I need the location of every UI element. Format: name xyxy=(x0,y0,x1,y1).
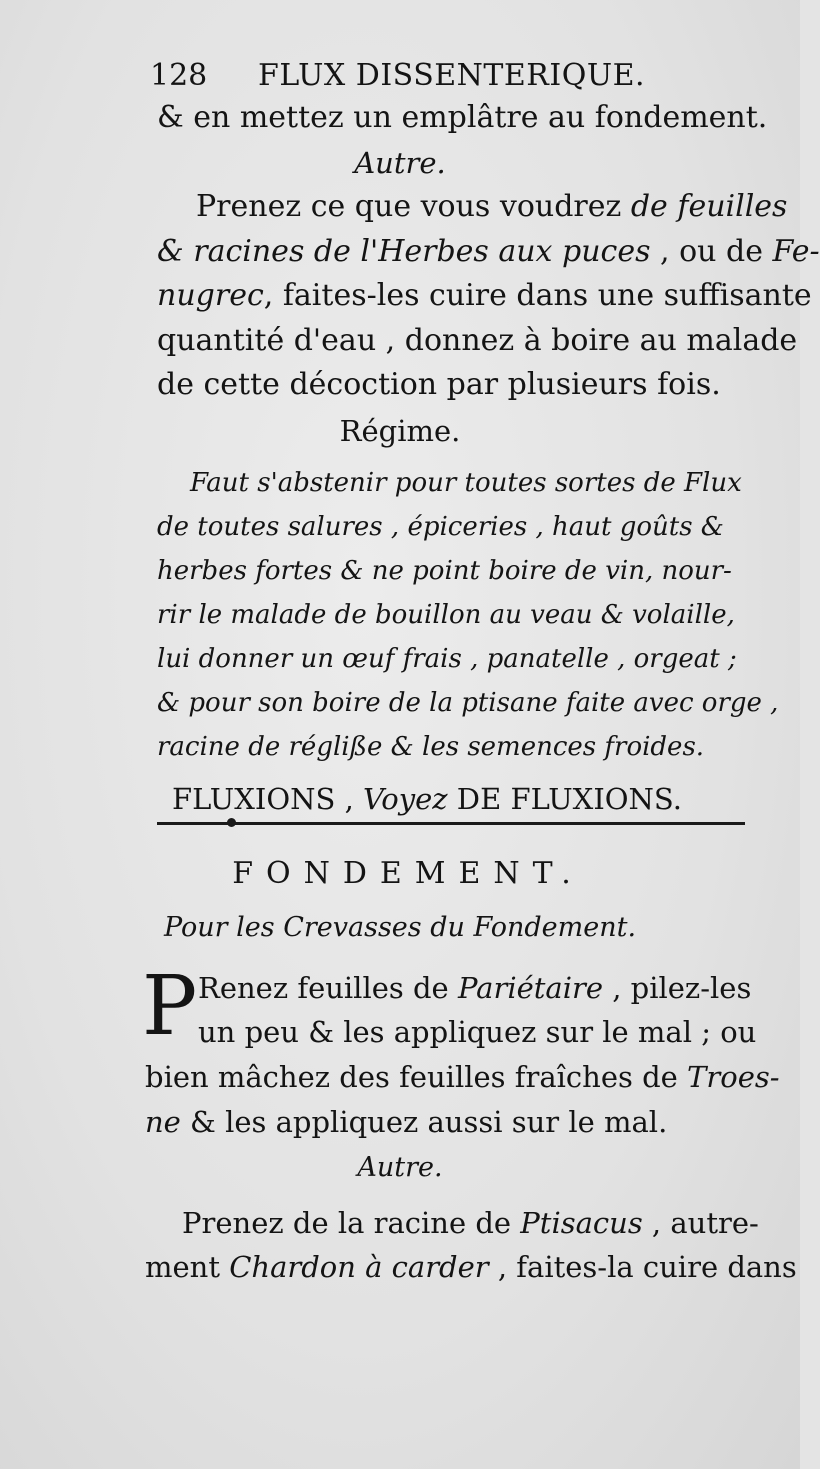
text-italic: Chardon à carder xyxy=(229,1250,489,1284)
text-roman: , faites-la cuire dans xyxy=(488,1250,797,1284)
regime-line: & pour son boire de la ptisane faite avec orge , xyxy=(157,688,779,718)
text-roman: DE FLUXIONS. xyxy=(447,782,682,816)
paragraph-line xyxy=(145,1250,797,1284)
section-divider xyxy=(157,822,745,825)
text-italic: & racines de l'Herbes aux puces xyxy=(157,234,651,269)
text-italic: Voyez xyxy=(363,782,448,816)
paragraph-line: quantité d'eau , donnez à boire au malade xyxy=(157,323,798,358)
paragraph-line xyxy=(145,1105,745,1139)
regime-line: Faut s'abstenir pour toutes sortes de Flux xyxy=(190,468,742,498)
section-heading-autre-1: Autre. xyxy=(354,146,446,180)
text-roman: Renez feuilles de xyxy=(198,971,458,1005)
text-roman: FLUXIONS , xyxy=(172,782,364,816)
text-italic: de feuilles xyxy=(630,189,788,224)
text-roman: ment xyxy=(145,1250,230,1284)
section-heading-regime: Régime. xyxy=(339,414,461,448)
section-heading-fondement: FONDEMENT. xyxy=(232,856,584,891)
regime-line: herbes fortes & ne point boire de vin, nour- xyxy=(157,556,732,586)
continuation-line: & en mettez un emplâtre au fondement. xyxy=(157,100,768,135)
text-roman: & les appliquez aussi sur le mal. xyxy=(180,1105,668,1139)
regime-line: de toutes salures , épiceries , haut goûts & xyxy=(157,512,724,542)
section-heading-autre-2: Autre. xyxy=(357,1152,443,1183)
text-roman: , ou de xyxy=(650,234,773,269)
paragraph-line xyxy=(157,278,812,313)
paragraph-line xyxy=(145,1060,780,1094)
paragraph-line: de cette décoction par plusieurs fois. xyxy=(157,367,721,402)
section-subheading: Pour les Crevasses du Fondement. xyxy=(163,912,637,943)
text-roman: , faites-les cuire dans une suffisante xyxy=(263,278,812,313)
paragraph-line xyxy=(157,234,820,269)
regime-line: lui donner un œuf frais , panatelle , orgeat ; xyxy=(157,644,737,674)
text-italic: Ptisacus xyxy=(520,1206,643,1240)
drop-capital: P xyxy=(142,959,198,1054)
paragraph-line xyxy=(196,189,796,224)
text-roman: , pilez-les xyxy=(603,971,752,1005)
text-roman: Prenez ce que vous voudrez xyxy=(196,189,631,224)
regime-line: racine de régliße & les semences froides. xyxy=(157,732,705,762)
paragraph-line xyxy=(198,971,798,1005)
text-roman: , autre- xyxy=(642,1206,759,1240)
text-italic: nugrec xyxy=(157,278,264,313)
text-roman: Prenez de la racine de xyxy=(182,1206,521,1240)
paragraph-line xyxy=(182,1206,782,1240)
paragraph-line: un peu & les appliquez sur le mal ; ou xyxy=(198,1015,757,1049)
regime-line: rir le malade de bouillon au veau & volaille, xyxy=(157,600,735,630)
text-italic: ne xyxy=(145,1105,181,1139)
running-title: FLUX DISSENTERIQUE. xyxy=(258,58,646,93)
fluxions-cross-reference xyxy=(172,782,772,816)
page-number: 128 xyxy=(150,58,208,93)
text-roman: bien mâchez des feuilles fraîches de xyxy=(145,1060,688,1094)
text-italic: Fe- xyxy=(772,234,820,269)
text-italic: Troes- xyxy=(687,1060,780,1094)
text-italic: Pariétaire xyxy=(457,971,603,1005)
